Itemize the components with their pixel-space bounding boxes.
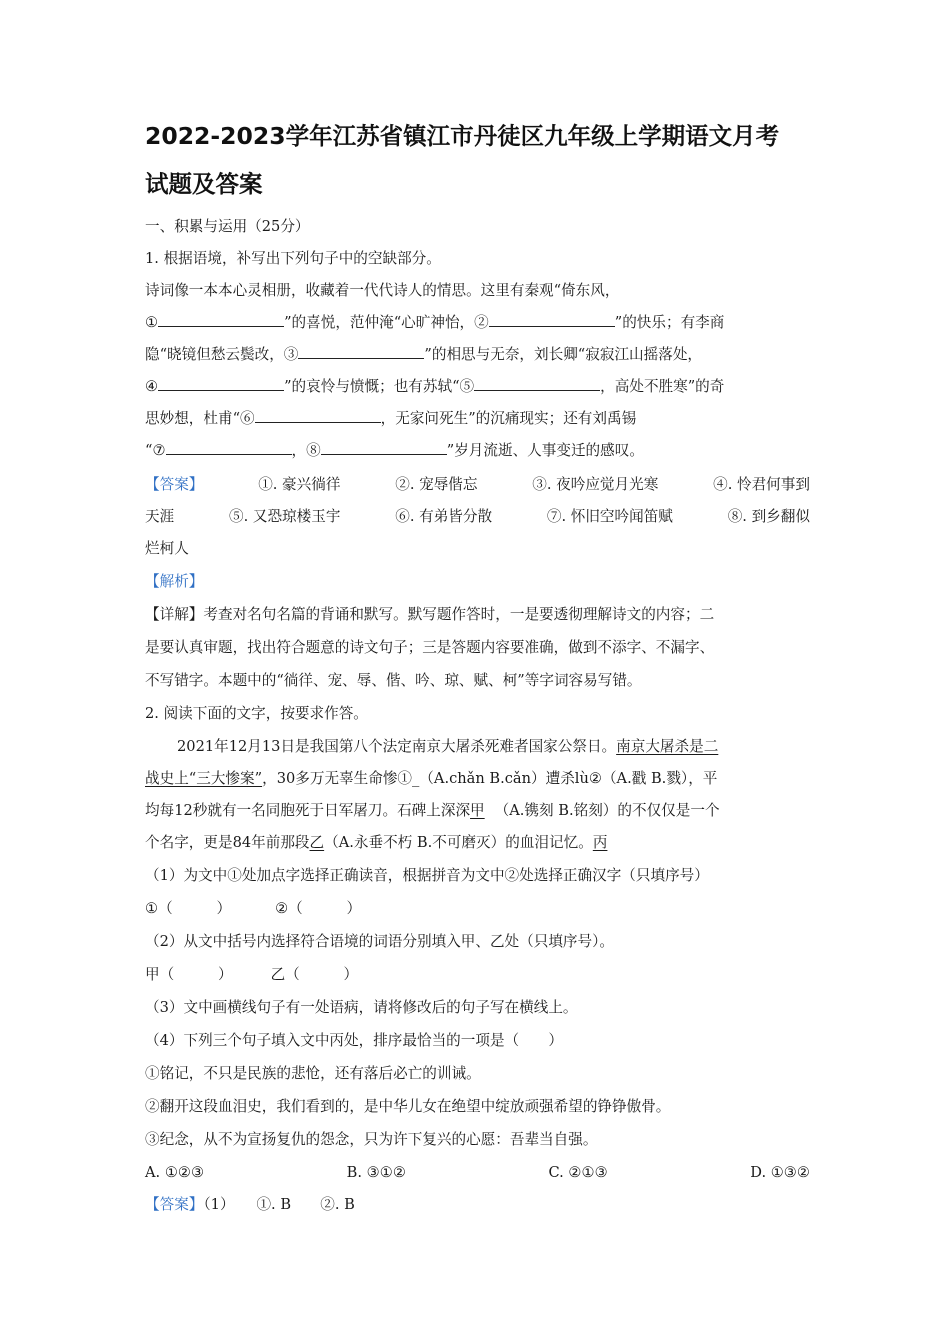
q2-choice-sentence: ①铭记，不只是民族的悲怆，还有落后必亡的训诫。 bbox=[145, 1065, 481, 1082]
q1-answer-line: 【答案】 ①. 豪兴徜徉 ②. 宠辱偕忘 ③. 夜吟应觉月光寒 ④. 怜君何事到 bbox=[145, 469, 810, 501]
option-c: C. ②①③ bbox=[548, 1164, 608, 1181]
option-b: B. ③①② bbox=[346, 1164, 406, 1181]
fill-blank-2 bbox=[489, 310, 615, 327]
fill-blank-4 bbox=[158, 374, 284, 391]
q2-subquestion-2: （2）从文中括号内选择符合语境的词语分别填入甲、乙处（只填序号）。 bbox=[145, 933, 614, 950]
fill-blank-5 bbox=[474, 374, 600, 391]
underlined-sentence: 南京大屠杀是二 bbox=[616, 738, 719, 755]
fill-blank-7 bbox=[166, 438, 292, 455]
q1-passage-line: “⑦ ，⑧ ”岁月流逝、人事变迁的感叹。 bbox=[145, 435, 810, 467]
q2-subquestion-4: （4）下列三个句子填入文中丙处，排序最恰当的一项是（ ） bbox=[145, 1032, 563, 1049]
fill-blank-6 bbox=[255, 406, 381, 423]
q2-choice-sentence: ③纪念，从不为宣扬复仇的怨念，只为许下复兴的心愿：吾辈当自强。 bbox=[145, 1131, 598, 1148]
q1-detail-line: 是要认真审题，找出符合题意的诗文句子；三是答题内容要准确，做到不添字、不漏字、 bbox=[145, 639, 715, 656]
answer-tag: 【答案】 bbox=[145, 476, 204, 493]
q2-sub2-blanks: 甲（ ） 乙（ ） bbox=[145, 966, 359, 983]
underlined-sentence: 战史上“三大惨案” bbox=[145, 770, 263, 787]
blank-jia: 甲 bbox=[470, 802, 485, 819]
fill-blank-3 bbox=[298, 342, 424, 359]
q1-prompt: 1. 根据语境，补写出下列句子中的空缺部分。 bbox=[145, 250, 441, 267]
q2-prompt: 2. 阅读下面的文字，按要求作答。 bbox=[145, 705, 368, 722]
q2-subquestion-3: （3）文中画横线句子有一处语病，请将修改后的句子写在横线上。 bbox=[145, 999, 578, 1016]
answer-tag: 【答案】 bbox=[145, 1196, 204, 1213]
q2-subquestion-1: （1）为文中①处加点字选择正确读音，根据拼音为文中②处选择正确汉字（只填序号） bbox=[145, 867, 709, 884]
q1-passage-line: ④ ”的哀怜与愤慨；也有苏轼“⑤ ，高处不胜寒”的奇 bbox=[145, 371, 810, 403]
analysis-tag: 【解析】 bbox=[145, 573, 204, 590]
q1-detail-line: 不写错字。本题中的“徜徉、宠、辱、偕、吟、琼、赋、柯”等字词容易写错。 bbox=[145, 672, 642, 689]
q1-answer-line: 烂柯人 bbox=[145, 540, 189, 557]
option-d: D. ①③② bbox=[750, 1164, 810, 1181]
fill-blank-8 bbox=[321, 438, 447, 455]
q1-answer-line: 天涯 ⑤. 又恐琼楼玉宇 ⑥. 有弟皆分散 ⑦. 怀旧空吟闻笛赋 ⑧. 到乡翻似 bbox=[145, 508, 810, 525]
option-a: A. ①②③ bbox=[145, 1164, 205, 1181]
q2-passage-line: 战史上“三大惨案”，30多万无辜生命惨①_（A.chǎn B.cǎn）遭杀lù②（A.戳 B.戮），平 bbox=[145, 770, 718, 787]
q2-passage-line: 均每12秒就有一名同胞死于日军屠刀。石碑上深深甲 （A.镌刻 B.铭刻）的不仅仅是一个 bbox=[145, 802, 720, 819]
fill-blank-1 bbox=[158, 310, 284, 327]
doc-title-line-1: 2022-2023学年江苏省镇江市丹徒区九年级上学期语文月考 bbox=[145, 122, 780, 150]
blank-yi: 乙 bbox=[309, 834, 325, 851]
q2-choice-sentence: ②翻开这段血泪史，我们看到的，是中华儿女在绝望中绽放顽强希望的铮铮傲骨。 bbox=[145, 1098, 671, 1115]
q2-passage-line: 2021年12月13日是我国第八个法定南京大屠杀死难者国家公祭日。南京大屠杀是二 bbox=[177, 738, 719, 755]
doc-title-line-2: 试题及答案 bbox=[145, 170, 263, 198]
section-heading: 一、积累与运用（25分） bbox=[145, 218, 310, 235]
q2-answer-line: 【答案】（1） ①. B ②. B bbox=[145, 1196, 355, 1213]
q1-passage-line: 隐“晓镜但愁云鬓改，③ ”的相思与无奈，刘长卿“寂寂江山摇落处， bbox=[145, 339, 810, 371]
q2-options bbox=[145, 1157, 810, 1189]
q1-passage-line: 思妙想，杜甫“⑥ ，无家问死生”的沉痛现实；还有刘禹锡 bbox=[145, 403, 810, 435]
blank-bing: 丙 bbox=[592, 834, 608, 851]
q1-detail-line: 【详解】考查对名句名篇的背诵和默写。默写题作答时，一是要透彻理解诗文的内容；二 bbox=[145, 606, 715, 623]
q2-passage-line: 个名字，更是84年前那段乙（A.永垂不朽 B.不可磨灭）的血泪记忆。丙 bbox=[145, 834, 608, 851]
q1-passage-line: ① ”的喜悦，范仲淹“心旷神怡，② ”的快乐；有李商 bbox=[145, 307, 810, 339]
q1-passage-line: 诗词像一本本心灵相册，收藏着一代代诗人的情思。这里有秦观“倚东风， bbox=[145, 282, 620, 299]
q2-sub1-blanks: ①（ ） ②（ ） bbox=[145, 900, 362, 917]
